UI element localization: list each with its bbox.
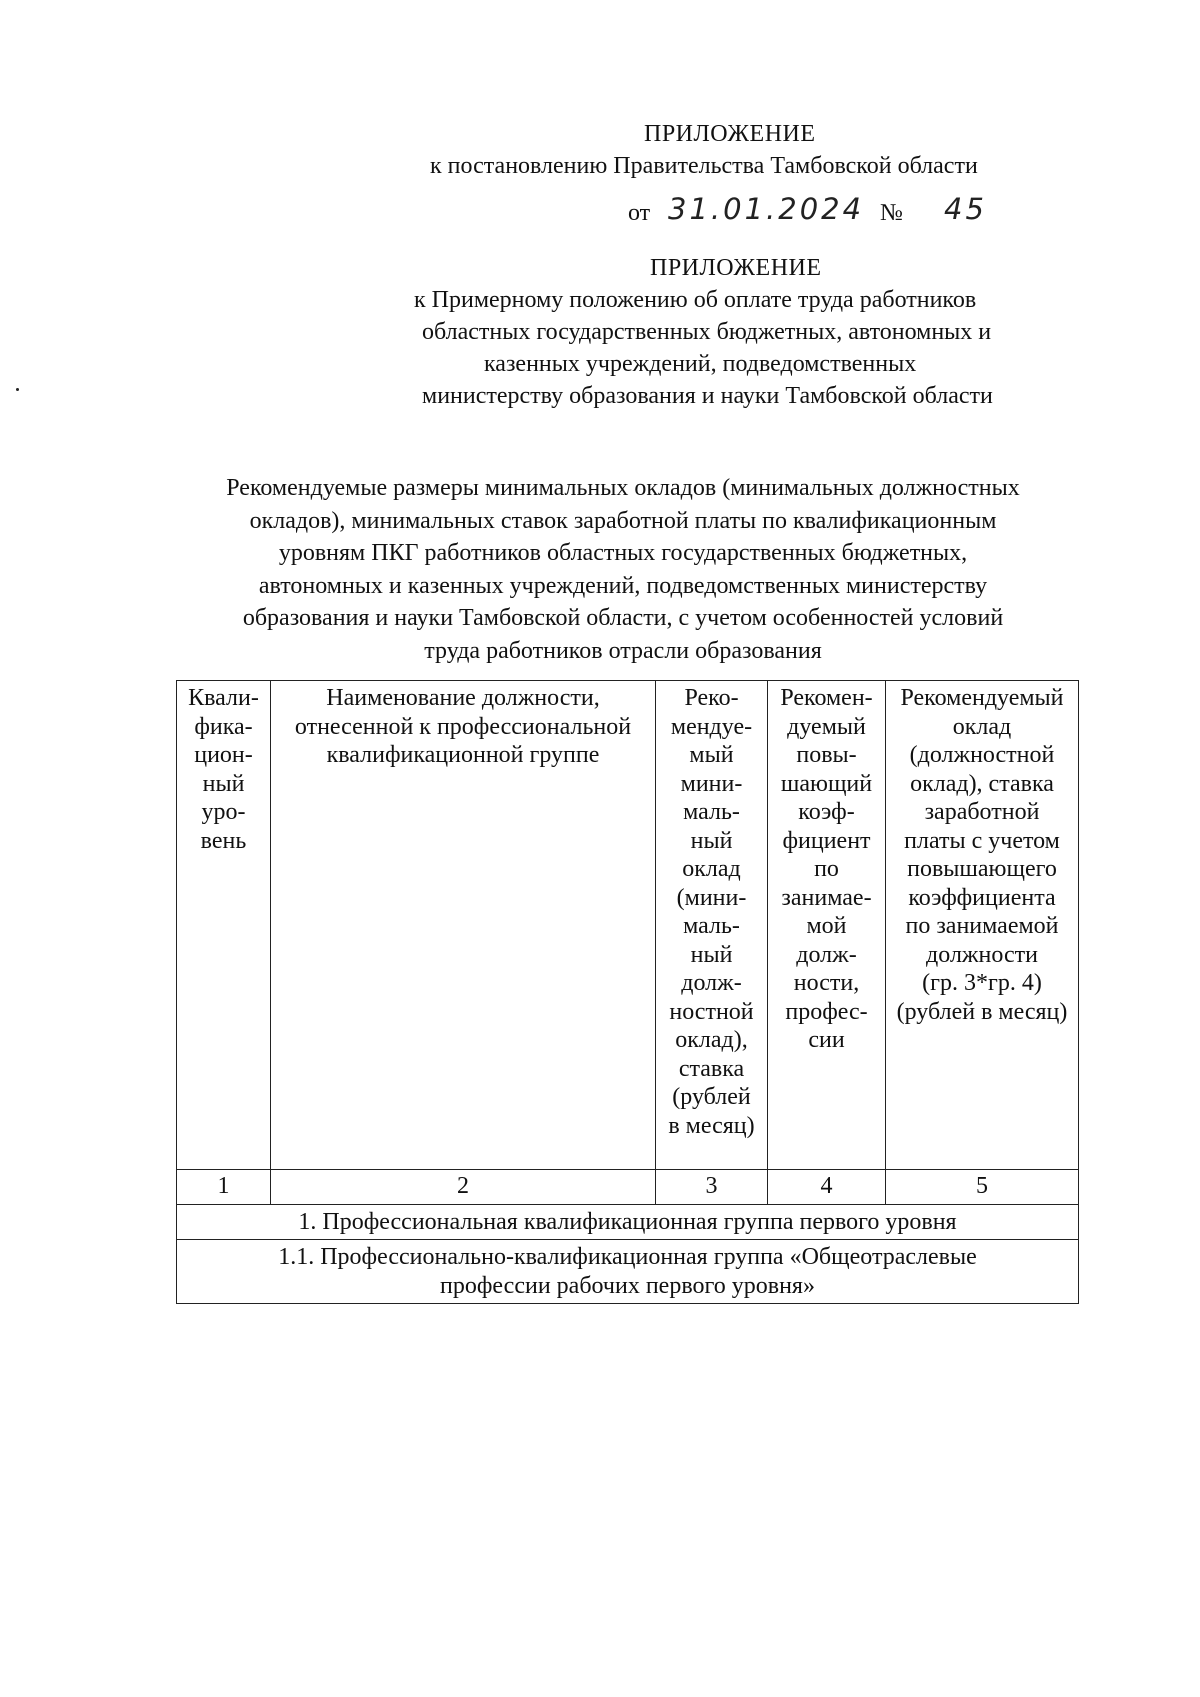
appendix-1-subtitle: к постановлению Правительства Тамбовской области [430, 153, 978, 179]
appendix-2-line: к Примерному положению об оплате труда работников [414, 287, 977, 313]
header-cell-min-salary: Реко- мендуе- мый мини- маль- ный оклад (мини- маль- ный долж- ностной оклад), ставка (рублей в месяц) [656, 681, 768, 1170]
scan-speck [16, 388, 19, 391]
group-title: 1. Профессиональная квалификационная группа первого уровня [177, 1204, 1079, 1240]
handwritten-date: 31.01.2024 [668, 192, 865, 226]
appendix-2-line: областных государственных бюджетных, автономных и [422, 319, 992, 345]
heading-line: уровням ПКГ работников областных государственных бюджетных, [278, 540, 968, 566]
appendix-1-title: ПРИЛОЖЕНИЕ [644, 121, 816, 147]
heading-line: Рекомендуемые размеры минимальных окладов (минимальных должностных [226, 475, 1020, 501]
appendix-2-line: казенных учреждений, подведомственных [484, 351, 917, 377]
subgroup-row [177, 1240, 1079, 1304]
appendix-2-title: ПРИЛОЖЕНИЕ [650, 255, 822, 281]
number-label: № [880, 200, 903, 226]
group-row [177, 1204, 1079, 1240]
column-number: 3 [656, 1170, 768, 1205]
column-number: 4 [768, 1170, 886, 1205]
salary-table [176, 680, 1079, 1304]
appendix-header-2 [396, 252, 1096, 412]
column-number-row [177, 1170, 1079, 1205]
subgroup-title: 1.1. Профессионально-квалификационная группа «Общеотраслевые профессии рабочих первого уровня» [177, 1240, 1079, 1304]
heading-line: автономных и казенных учреждений, подведомственных министерству [258, 572, 988, 599]
column-number: 5 [886, 1170, 1079, 1205]
document-heading [178, 472, 1068, 667]
appendix-2-line: министерству образования и науки Тамбовской области [422, 383, 993, 409]
heading-line: окладов), минимальных ставок заработной платы по квалификационным [249, 507, 997, 534]
column-number: 2 [271, 1170, 656, 1205]
header-cell-coefficient: Рекомен- дуемый повы- шающий коэф- фициент по занимае- мой долж- ности, профес- сии [768, 681, 886, 1170]
header-cell-recommended-salary: Рекомендуемый оклад (должностной оклад), ставка заработной платы с учетом повышающего коэффициента по занимаемой должности (гр. 3*гр. 4) (рублей в месяц) [886, 681, 1079, 1170]
table-header-row [177, 681, 1079, 1170]
handwritten-number: 45 [944, 192, 987, 226]
header-cell-qualification-level: Квали- фика- цион- ный уро- вень [177, 681, 271, 1170]
column-number: 1 [177, 1170, 271, 1205]
date-label: от [628, 200, 651, 226]
header-cell-position-name: Наименование должности, отнесенной к профессиональной квалификационной группе [271, 681, 656, 1170]
heading-line: труда работников отрасли образования [424, 637, 822, 664]
appendix-header-1 [430, 118, 1070, 182]
heading-line: образования и науки Тамбовской области, с учетом особенностей условий [242, 605, 1004, 631]
